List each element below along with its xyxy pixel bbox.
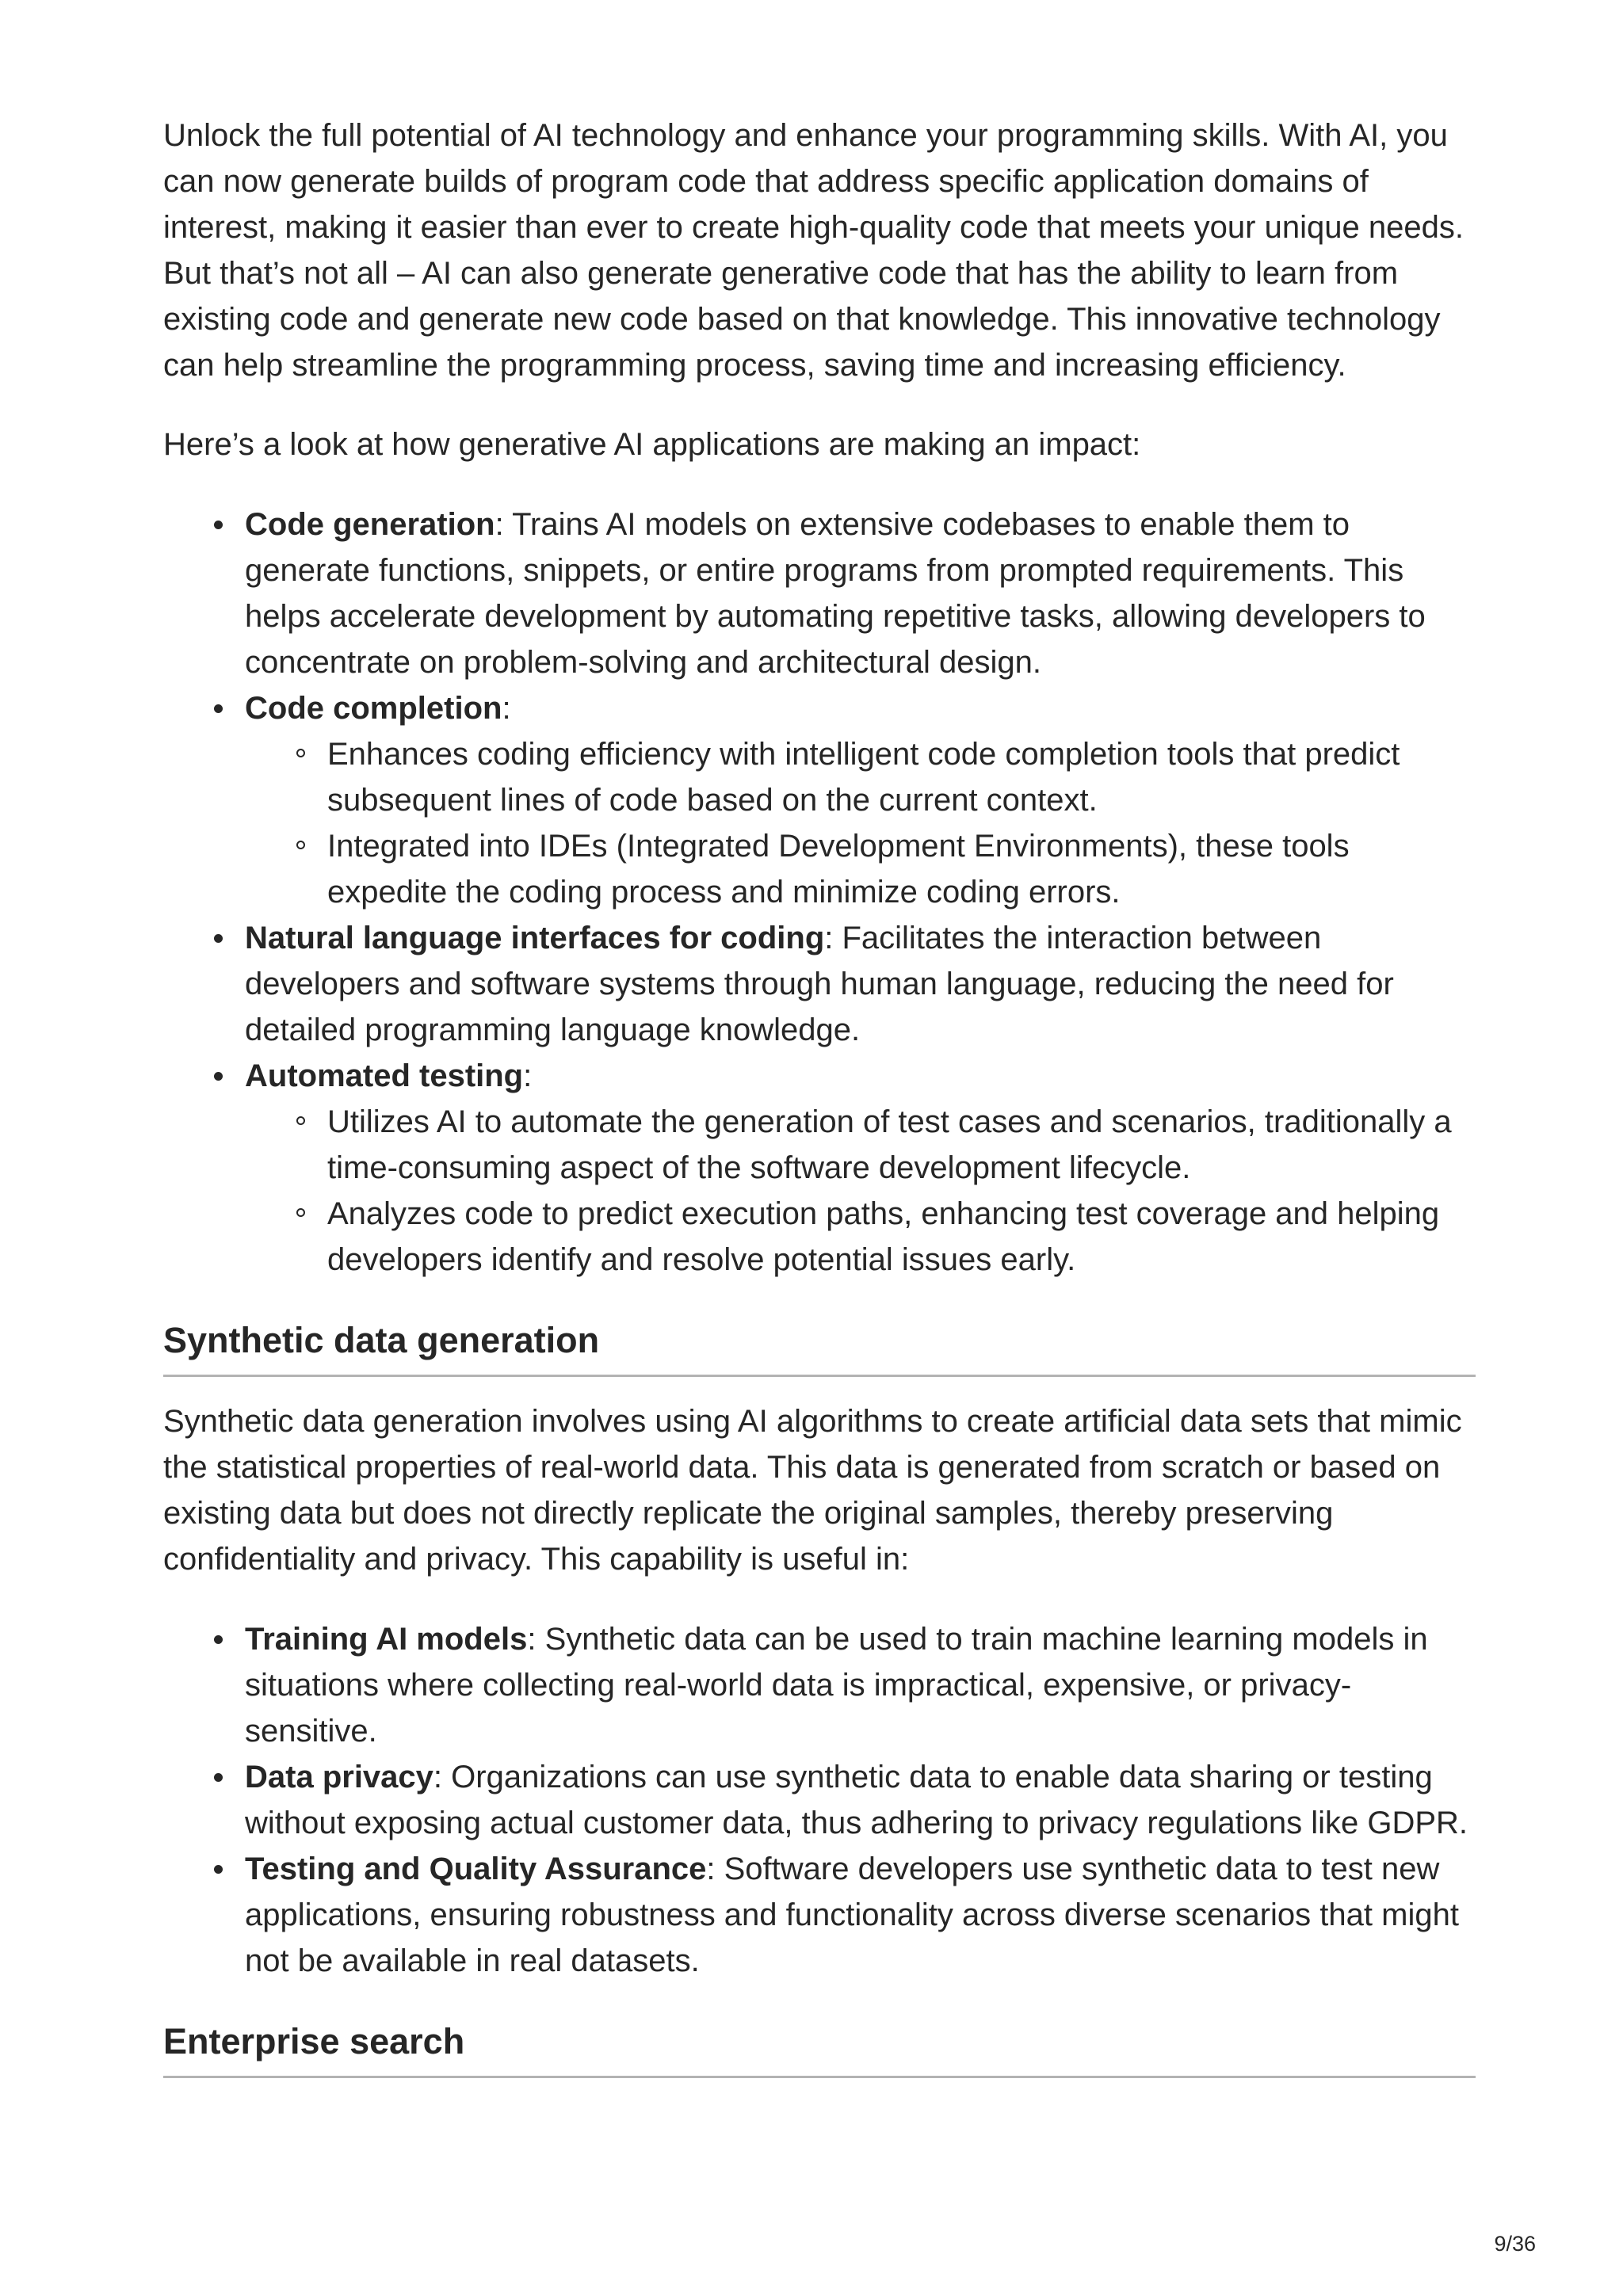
enterprise-search-heading: Enterprise search (163, 2019, 1476, 2078)
list-item-code-generation (245, 502, 1476, 685)
list-item-text: : Synthetic data can be used to train machine learning models in situations where collecting real-world data is impractical, expensive, or privacy-sensitive. (245, 1622, 1428, 1749)
list-item-text: : Organizations can use synthetic data to enable data sharing or testing without exposing actual customer data, thus adhering to privacy regulations like GDPR. (245, 1760, 1468, 1840)
sublist-item: Enhances coding efficiency with intelligent code completion tools that predict subsequent lines of code based on the current context. (327, 731, 1476, 823)
list-item-code-completion (245, 685, 1476, 915)
lead-paragraph: Here’s a look at how generative AI applications are making an impact: (163, 427, 1141, 462)
list-item-automated-testing (245, 1053, 1476, 1283)
automated-testing-sublist (245, 1099, 1476, 1283)
list-item-data-privacy (245, 1754, 1476, 1846)
sublist-item: Utilizes AI to automate the generation of test cases and scenarios, traditionally a time-consuming aspect of the software development lifecycle. (327, 1099, 1476, 1191)
list-item-text: : (502, 691, 511, 726)
intro-paragraph: Unlock the full potential of AI technology and enhance your programming skills. With AI, you can now generate builds of program code that address specific application domains of interest, making it easier than ever to create high-quality code that meets your unique needs. But that’s not all – AI can also generate generative code that has the ability to learn from existing code and generate new code based on that knowledge. This innovative technology can help streamline the programming process, saving time and increasing efficiency. (163, 118, 1464, 383)
sublist-item: Analyzes code to predict execution paths, enhancing test coverage and helping developers identify and resolve potential issues early. (327, 1191, 1476, 1283)
list-item-text: : Trains AI models on extensive codebases to enable them to generate functions, snippets, or entire programs from prompted requirements. This helps accelerate development by automating repetitive tasks, allowing developers to concentrate on problem-solving and architectural design. (245, 507, 1426, 680)
code-completion-sublist (245, 731, 1476, 915)
list-item-natural-language-interfaces (245, 915, 1476, 1053)
list-item-term: Natural language interfaces for coding (245, 921, 825, 955)
page-number: 9/36 (1494, 2232, 1536, 2256)
list-item-text: : Facilitates the interaction between developers and software systems through human language, reducing the need for detailed programming language knowledge. (245, 921, 1394, 1047)
sublist-item: Integrated into IDEs (Integrated Development Environments), these tools expedite the coding process and minimize coding errors. (327, 823, 1476, 915)
list-item-term: Training AI models (245, 1622, 528, 1657)
list-item-text: : Software developers use synthetic data to test new applications, ensuring robustness and functionality across diverse scenarios that might not be available in real datasets. (245, 1852, 1459, 1978)
list-item-term: Code completion (245, 691, 502, 726)
list-item-term: Code generation (245, 507, 495, 542)
synthetic-data-heading: Synthetic data generation (163, 1318, 1476, 1377)
synthetic-data-paragraph: Synthetic data generation involves using AI algorithms to create artificial data sets that mimic the statistical properties of real-world data. This data is generated from scratch or based on existing data but does not directly replicate the original samples, thereby preserving confidentiality and privacy. This capability is useful in: (163, 1404, 1462, 1577)
list-item-training-ai-models (245, 1616, 1476, 1754)
list-item-term: Automated testing (245, 1058, 524, 1093)
list-item-term: Testing and Quality Assurance (245, 1852, 707, 1886)
synthetic-data-list (163, 1616, 1476, 1984)
list-item-text: : (523, 1058, 533, 1093)
document-page (163, 113, 1476, 2078)
code-applications-list (163, 502, 1476, 1283)
list-item-testing-qa (245, 1846, 1476, 1984)
list-item-term: Data privacy (245, 1760, 433, 1794)
